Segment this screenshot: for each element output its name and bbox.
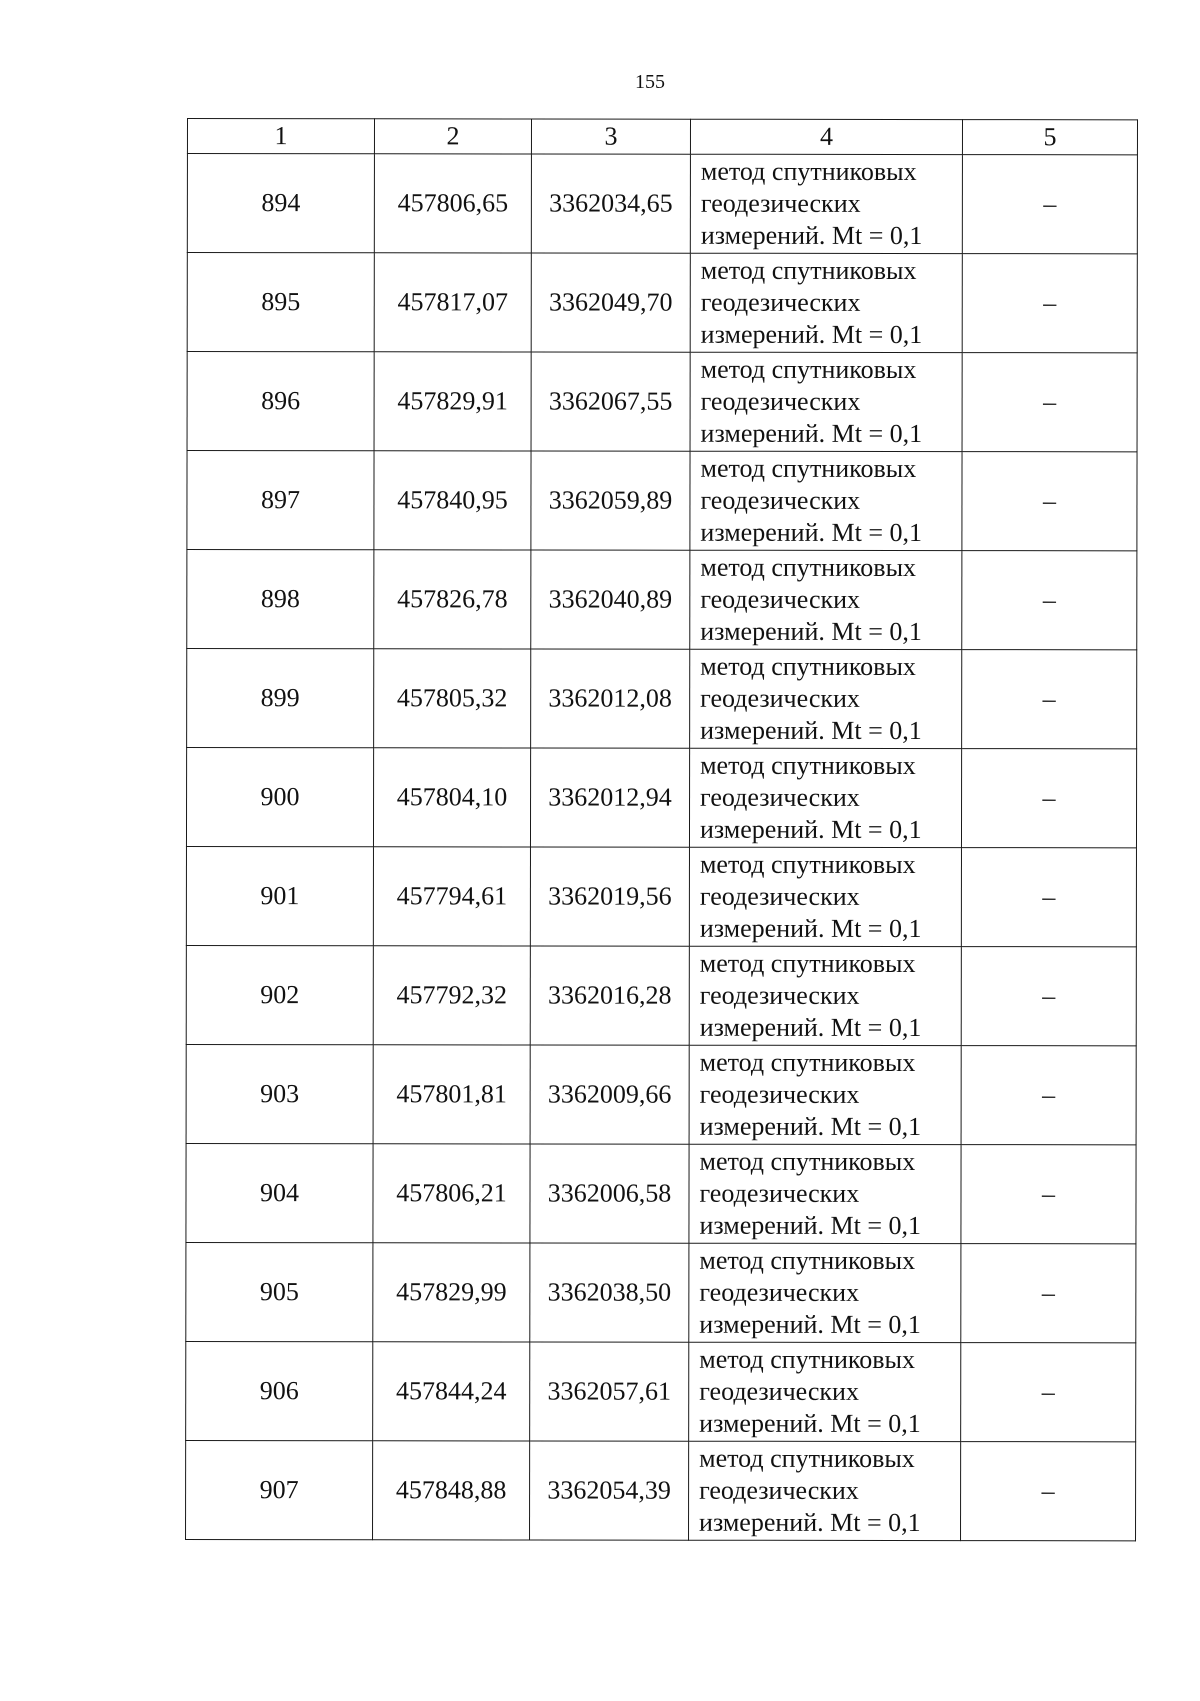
y-coordinate-cell: 3362049,70 <box>531 253 690 352</box>
note-cell: – <box>961 848 1136 947</box>
column-header-2: 2 <box>374 119 531 154</box>
y-coordinate-cell: 3362040,89 <box>531 550 690 649</box>
table-row <box>186 1143 1136 1243</box>
method-cell <box>690 253 962 352</box>
point-number-cell: 894 <box>187 154 374 253</box>
method-text-line: измерений. Mt = 0,1 <box>699 1111 922 1142</box>
point-number-cell: 900 <box>186 748 373 847</box>
method-cell <box>689 748 961 847</box>
point-number-cell: 898 <box>187 550 374 649</box>
method-text-line: метод спутниковых <box>699 1047 916 1078</box>
x-coordinate-cell: 457794,61 <box>373 847 530 946</box>
method-cell <box>690 352 962 451</box>
method-text-line: метод спутниковых <box>700 651 916 682</box>
table-row <box>187 451 1137 551</box>
y-coordinate-cell: 3362006,58 <box>530 1144 689 1243</box>
method-text-line: измерений. Mt = 0,1 <box>700 517 923 548</box>
method-text-line: метод спутниковых <box>700 750 916 781</box>
method-text-line: метод спутниковых <box>699 1443 915 1474</box>
method-text-line: геодезических <box>699 881 860 911</box>
method-text-line: измерений. Mt = 0,1 <box>700 319 923 350</box>
table-row <box>186 1044 1136 1144</box>
page-number: 155 <box>635 71 665 93</box>
method-text-line: геодезических <box>700 683 860 713</box>
point-number-cell: 904 <box>186 1143 373 1242</box>
method-cell <box>690 649 962 748</box>
method-cell <box>689 946 961 1045</box>
y-coordinate-cell: 3362019,56 <box>530 847 689 946</box>
method-cell <box>689 1144 961 1243</box>
column-header-5: 5 <box>962 120 1137 155</box>
method-cell <box>689 1441 961 1540</box>
point-number-cell: 896 <box>187 352 374 451</box>
x-coordinate-cell: 457829,91 <box>374 352 531 451</box>
note-cell: – <box>961 1244 1136 1343</box>
y-coordinate-cell: 3362012,94 <box>530 748 689 847</box>
x-coordinate-cell: 457806,21 <box>373 1144 530 1243</box>
point-number-cell: 902 <box>186 945 373 1044</box>
method-text-line: измерений. Mt = 0,1 <box>699 1012 922 1043</box>
method-text-line: измерений. Mt = 0,1 <box>699 913 922 944</box>
table-body <box>186 154 1138 1541</box>
method-text-line: геодезических <box>699 980 860 1010</box>
method-text-line: геодезических <box>700 584 861 614</box>
method-text-line: метод спутниковых <box>700 156 917 187</box>
x-coordinate-cell: 457844,24 <box>373 1342 530 1441</box>
table-row <box>187 550 1137 650</box>
method-text-line: геодезических <box>700 287 861 317</box>
method-text-line: метод спутниковых <box>699 1146 916 1177</box>
x-coordinate-cell: 457840,95 <box>374 451 531 550</box>
point-number-cell: 907 <box>186 1440 373 1539</box>
table-row <box>186 945 1136 1045</box>
y-coordinate-cell: 3362057,61 <box>530 1342 689 1441</box>
method-text-line: геодезических <box>700 485 861 515</box>
method-text-line: геодезических <box>699 1178 860 1208</box>
method-text-line: метод спутниковых <box>699 849 916 880</box>
method-text-line: геодезических <box>699 1475 859 1505</box>
point-number-cell: 895 <box>187 253 374 352</box>
column-header-1: 1 <box>187 119 374 154</box>
method-cell <box>690 154 962 253</box>
method-text-line: измерений. Mt = 0,1 <box>699 1507 921 1538</box>
x-coordinate-cell: 457829,99 <box>373 1243 530 1342</box>
note-cell: – <box>962 254 1137 353</box>
table-row <box>187 253 1137 353</box>
point-number-cell: 901 <box>186 847 373 946</box>
table-row <box>187 649 1137 749</box>
table-row <box>187 352 1137 452</box>
point-number-cell: 899 <box>187 649 374 748</box>
method-text-line: измерений. Mt = 0,1 <box>700 418 923 449</box>
x-coordinate-cell: 457848,88 <box>373 1441 530 1540</box>
note-cell: – <box>961 1343 1136 1442</box>
point-number-cell: 905 <box>186 1242 373 1341</box>
method-text-line: метод спутниковых <box>699 1245 916 1276</box>
point-number-cell: 903 <box>186 1044 373 1143</box>
x-coordinate-cell: 457792,32 <box>373 946 530 1045</box>
point-number-cell: 906 <box>186 1341 373 1440</box>
method-cell <box>689 847 961 946</box>
note-cell: – <box>961 947 1136 1046</box>
x-coordinate-cell: 457806,65 <box>374 154 531 253</box>
method-text-line: метод спутниковых <box>700 255 917 286</box>
method-text-line: геодезических <box>700 188 861 218</box>
method-text-line: измерений. Mt = 0,1 <box>700 220 923 251</box>
method-text-line: метод спутниковых <box>700 552 917 583</box>
method-text-line: геодезических <box>699 1079 860 1109</box>
note-cell: – <box>961 749 1136 848</box>
note-cell: – <box>962 155 1137 254</box>
method-text-line: геодезических <box>699 1376 859 1406</box>
point-number-cell: 897 <box>187 451 374 550</box>
x-coordinate-cell: 457805,32 <box>374 649 531 748</box>
column-header-3: 3 <box>531 119 690 154</box>
y-coordinate-cell: 3362067,55 <box>531 352 690 451</box>
note-cell: – <box>962 353 1137 452</box>
method-text-line: геодезических <box>699 1277 860 1307</box>
note-cell: – <box>962 452 1137 551</box>
note-cell: – <box>961 1442 1136 1541</box>
method-text-line: метод спутниковых <box>699 948 916 979</box>
y-coordinate-cell: 3362038,50 <box>530 1243 689 1342</box>
note-cell: – <box>962 551 1137 650</box>
note-cell: – <box>961 1046 1136 1145</box>
x-coordinate-cell: 457826,78 <box>374 550 531 649</box>
x-coordinate-cell: 457804,10 <box>373 748 530 847</box>
table-header-row <box>187 119 1137 155</box>
note-cell: – <box>961 1145 1136 1244</box>
method-text-line: геодезических <box>700 386 861 416</box>
table-row <box>186 1242 1136 1342</box>
table-row <box>186 1440 1136 1540</box>
method-text-line: измерений. Mt = 0,1 <box>699 1210 922 1241</box>
table-row <box>186 1341 1136 1441</box>
y-coordinate-cell: 3362016,28 <box>530 946 689 1045</box>
note-cell: – <box>962 650 1137 749</box>
method-text-line: измерений. Mt = 0,1 <box>700 616 922 647</box>
method-text-line: метод спутниковых <box>700 453 917 484</box>
method-text-line: метод спутниковых <box>700 354 917 385</box>
y-coordinate-cell: 3362054,39 <box>530 1441 689 1540</box>
x-coordinate-cell: 457817,07 <box>374 253 531 352</box>
method-cell <box>690 451 962 550</box>
table-row <box>186 847 1136 947</box>
table-row <box>186 748 1136 848</box>
method-text-line: измерений. Mt = 0,1 <box>699 814 922 845</box>
method-cell <box>689 1045 961 1144</box>
method-cell <box>690 550 962 649</box>
y-coordinate-cell: 3362012,08 <box>531 649 690 748</box>
method-text-line: измерений. Mt = 0,1 <box>699 1408 921 1439</box>
method-text-line: метод спутниковых <box>699 1344 915 1375</box>
method-text-line: измерений. Mt = 0,1 <box>700 715 922 746</box>
method-cell <box>689 1342 961 1441</box>
y-coordinate-cell: 3362059,89 <box>531 451 690 550</box>
coordinates-table <box>185 118 1138 1541</box>
method-text-line: геодезических <box>700 782 860 812</box>
coordinates-table-container <box>187 118 1138 1540</box>
y-coordinate-cell: 3362034,65 <box>531 154 690 253</box>
table-row <box>187 154 1137 254</box>
column-header-4: 4 <box>690 119 962 154</box>
x-coordinate-cell: 457801,81 <box>373 1045 530 1144</box>
method-text-line: измерений. Mt = 0,1 <box>699 1309 921 1340</box>
method-cell <box>689 1243 961 1342</box>
y-coordinate-cell: 3362009,66 <box>530 1045 689 1144</box>
